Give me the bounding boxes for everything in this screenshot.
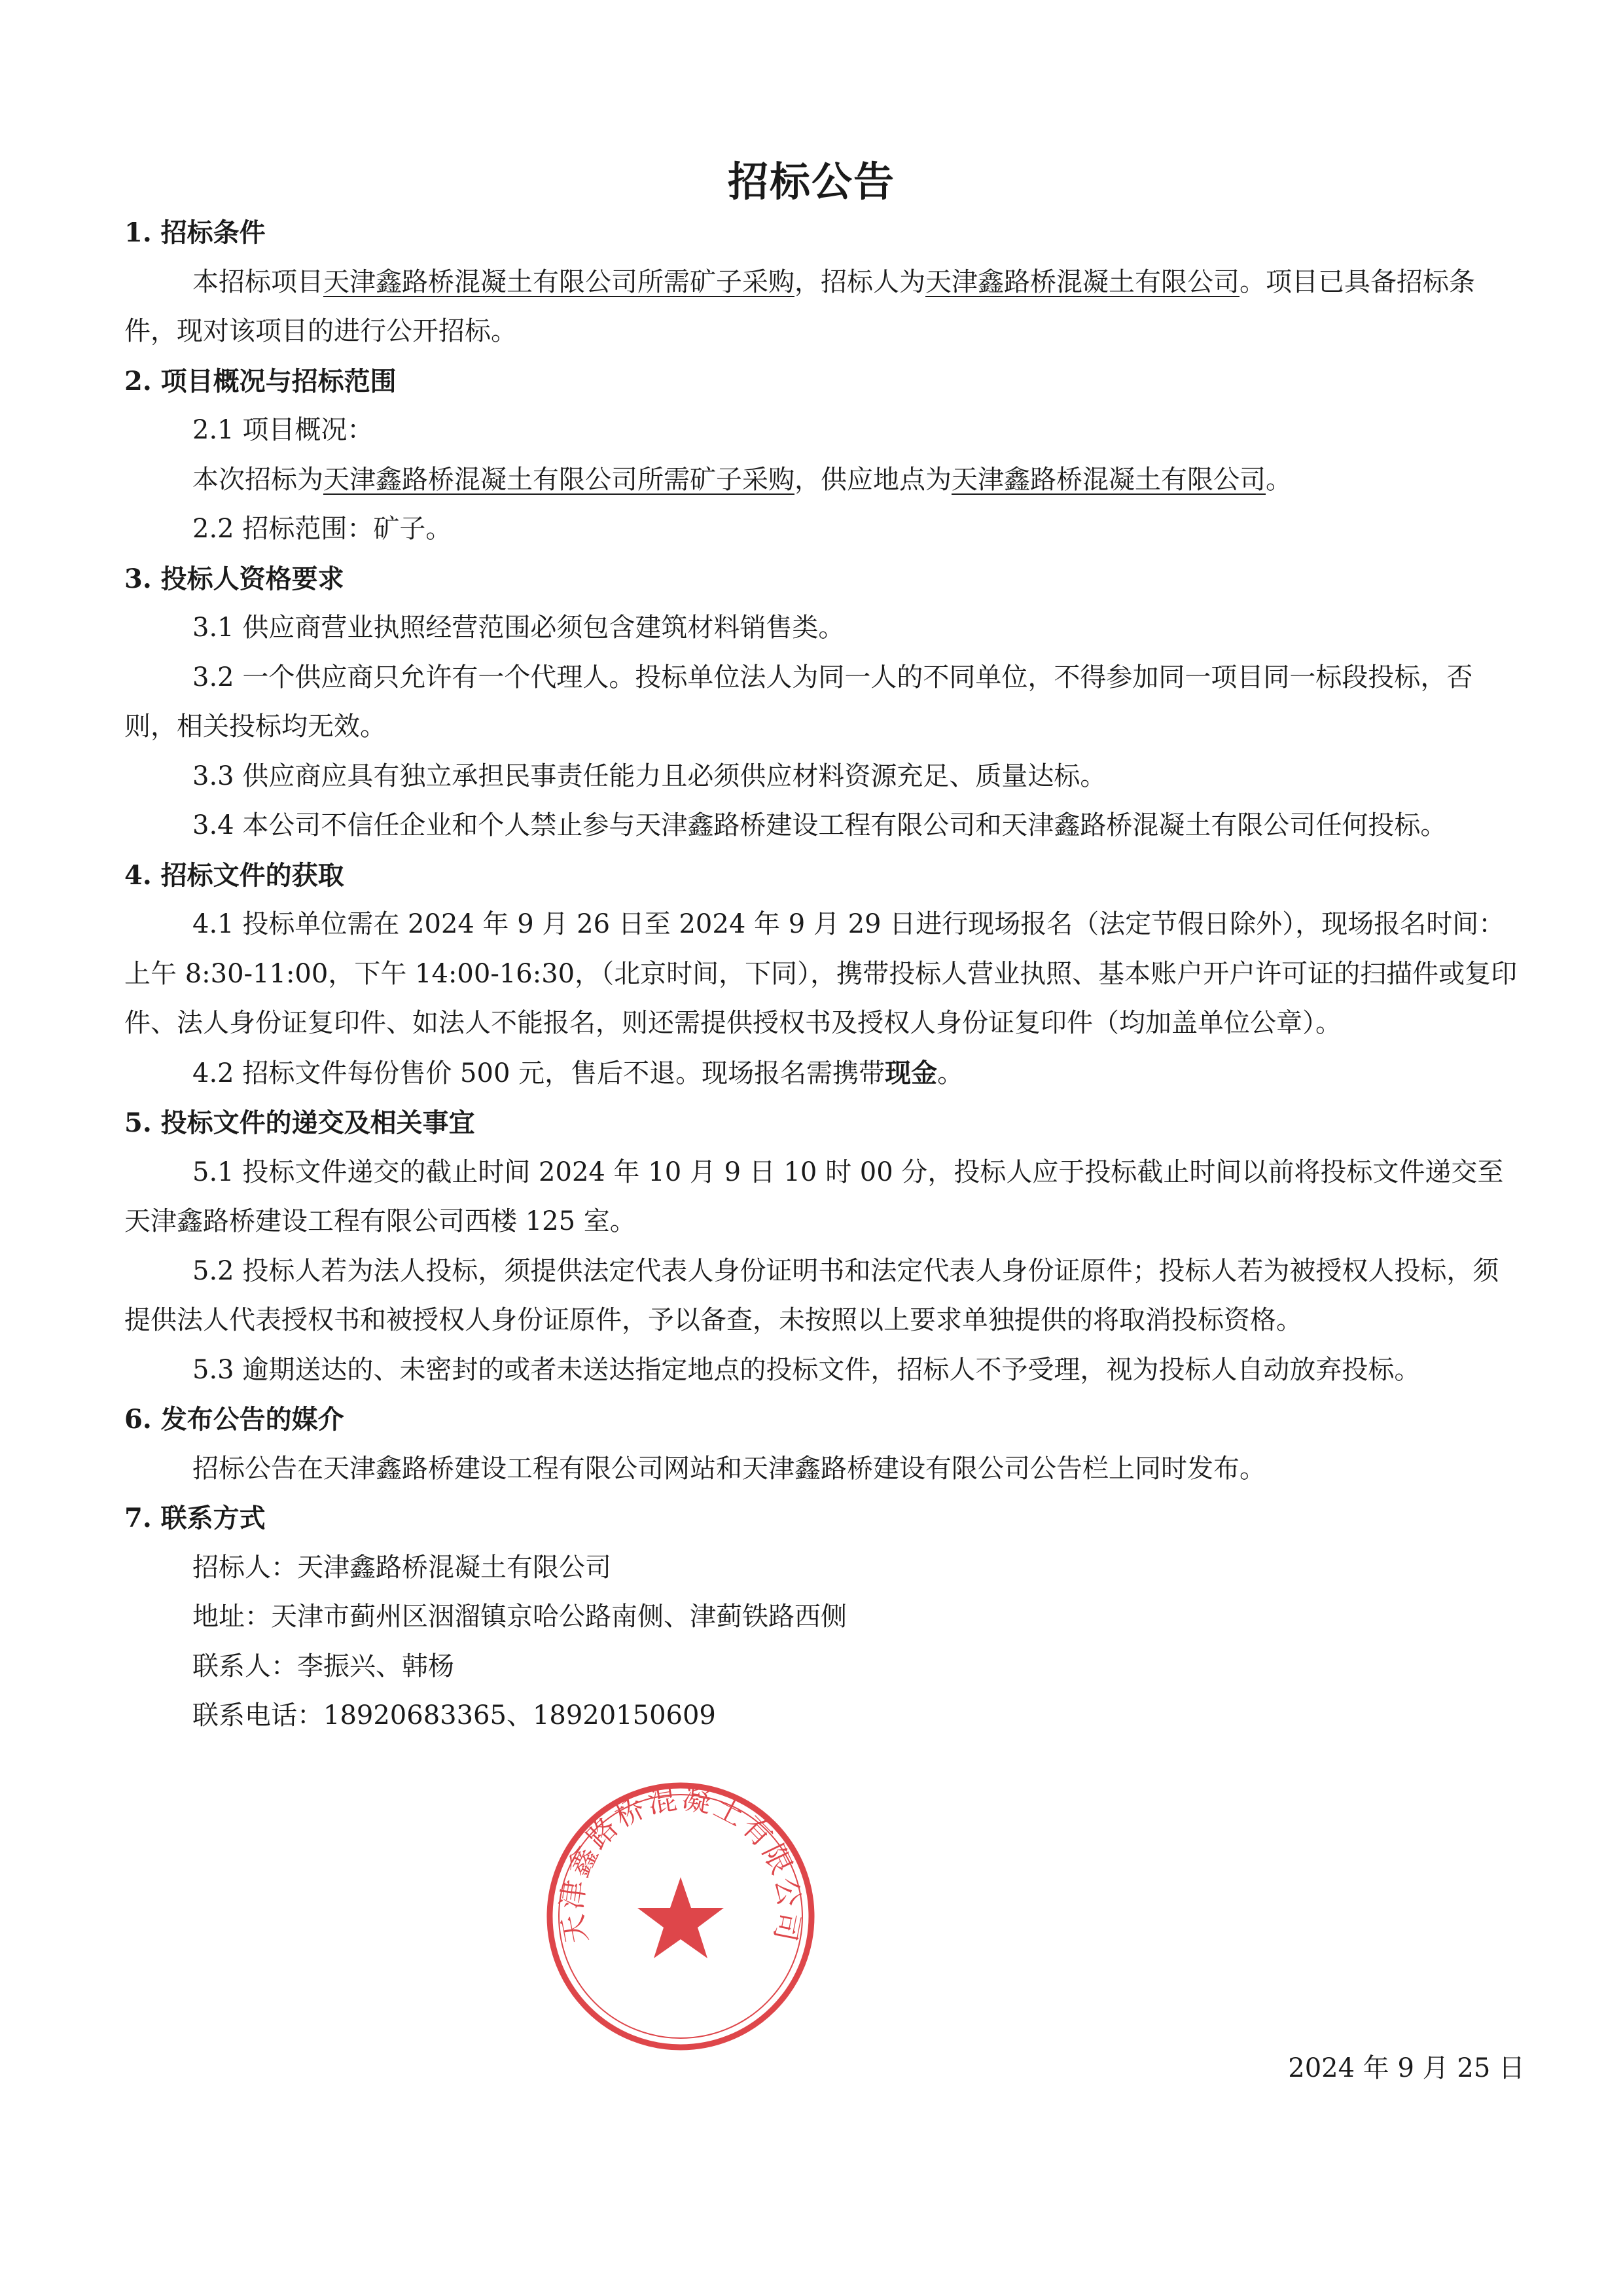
contact-tenderer: 招标人：天津鑫路桥混凝土有限公司 <box>192 1552 611 1583</box>
section-3-2-paragraph: 3.2 一个供应商只允许有一个代理人。投标单位法人为同一人的不同单位，不得参加同一项目同一标段投标，否则，相关投标均无效。 <box>124 662 1473 742</box>
section-2-heading: 2. 项目概况与招标范围 <box>124 365 397 397</box>
star-icon <box>637 1877 724 1958</box>
section-4-heading: 4. 招标文件的获取 <box>124 859 344 891</box>
section-4-2-paragraph: 4.2 招标文件每份售价 500 元，售后不退。现场报名需携带现金。 <box>192 1057 964 1088</box>
contact-phone: 联系电话：18920683365、18920150609 <box>192 1700 716 1731</box>
section-2-2-paragraph: 2.2 招标范围：矿子。 <box>192 514 452 544</box>
section-5-2-paragraph: 5.2 投标人若为法人投标，须提供法定代表人身份证明书和法定代表人身份证原件；投标人若为被授权人投标，须提供法人代表授权书和被授权人身份证原件，予以备查，未按照以上要求单独提供的将取消投标资格。 <box>124 1255 1499 1335</box>
section-1-paragraph: 本招标项目天津鑫路桥混凝土有限公司所需矿子采购，招标人为天津鑫路桥混凝土有限公司。项目已具备招标条件，现对该项目的进行公开招标。 <box>124 266 1475 346</box>
section-3-1-paragraph: 3.1 供应商营业执照经营范围必须包含建筑材料销售类。 <box>192 613 845 643</box>
section-3-heading: 3. 投标人资格要求 <box>124 563 344 594</box>
section-5-3-paragraph: 5.3 逾期送达的、未密封的或者未送达指定地点的投标文件，招标人不予受理，视为投标人自动放弃投标。 <box>192 1354 1421 1385</box>
section-3-3-paragraph: 3.3 供应商应具有独立承担民事责任能力且必须供应材料资源充足、质量达标。 <box>192 761 1107 791</box>
section-2-1-label: 2.1 项目概况： <box>192 415 374 445</box>
seal-text: 天津鑫路桥混凝土有限公司 <box>555 1782 806 1946</box>
section-7-heading: 7. 联系方式 <box>124 1503 266 1534</box>
section-5-1-paragraph: 5.1 投标文件递交的截止时间 2024 年 10 月 9 日 10 时 00 分，投标人应于投标截止时间以前将投标文件递交至天津鑫路桥建设工程有限公司西楼 125 室。 <box>124 1157 1504 1236</box>
section-2-1-paragraph: 本次招标为天津鑫路桥混凝土有限公司所需矿子采购，供应地点为天津鑫路桥混凝土有限公司。 <box>192 464 1292 495</box>
section-4-1-paragraph: 4.1 投标单位需在 2024 年 9 月 26 日至 2024 年 9 月 29 日进行现场报名（法定节假日除外），现场报名时间：上午 8:30-11:00，下午 14:00-16:30，（北京时间，下同），携带投标人营业执照、基本账户开户许可证的扫描件或复印件、法人身份证复印件、如法人不能报名，则还需提供授权书及授权人身份证复印件（均加盖单位公章）。 <box>124 909 1518 1038</box>
document-date: 2024 年 9 月 25 日 <box>1288 2053 1525 2083</box>
contact-address: 地址：天津市蓟州区洇溜镇京哈公路南侧、津蓟铁路西侧 <box>192 1602 847 1632</box>
section-6-heading: 6. 发布公告的媒介 <box>124 1404 344 1435</box>
section-1-heading: 1. 招标条件 <box>124 217 266 248</box>
section-5-heading: 5. 投标文件的递交及相关事宜 <box>124 1107 475 1138</box>
section-6-paragraph: 招标公告在天津鑫路桥建设工程有限公司网站和天津鑫路桥建设有限公司公告栏上同时发布。 <box>192 1453 1266 1484</box>
contact-person: 联系人：李振兴、韩杨 <box>192 1651 454 1681</box>
company-seal-stamp <box>543 1779 818 2054</box>
section-3-4-paragraph: 3.4 本公司不信任企业和个人禁止参与天津鑫路桥建设工程有限公司和天津鑫路桥混凝土有限公司任何投标。 <box>192 810 1447 840</box>
document-body <box>124 208 1525 1741</box>
page-title: 招标公告 <box>727 158 895 206</box>
